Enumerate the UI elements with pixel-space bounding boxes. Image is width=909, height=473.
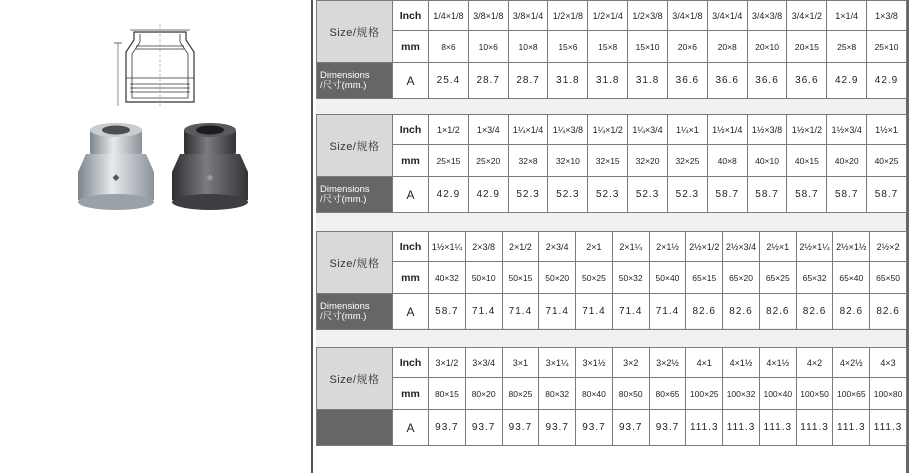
mm-cell: 32×25 [667, 145, 707, 177]
inch-cell: 2½×3/4 [723, 232, 760, 262]
mm-row [317, 378, 907, 410]
inch-cell: 3/4×3/8 [747, 1, 787, 31]
inch-cell: 1×3/8 [867, 1, 907, 31]
inch-cell: 4×1½ [759, 348, 796, 378]
a-value-cell: 36.6 [667, 63, 707, 99]
mm-header: mm [393, 31, 429, 63]
mm-cell: 20×6 [667, 31, 707, 63]
inch-cell: 1½×1 [867, 115, 907, 145]
inch-cell: 2½×2 [870, 232, 907, 262]
a-value-cell: 93.7 [649, 410, 686, 446]
mm-header: mm [393, 378, 429, 410]
spec-table-1 [316, 0, 907, 99]
a-value-cell: 82.6 [759, 294, 796, 330]
a-value-cell: 93.7 [539, 410, 576, 446]
inch-cell: 2×3/4 [539, 232, 576, 262]
inch-cell: 1½×1¼ [429, 232, 466, 262]
a-value-cell: 71.4 [649, 294, 686, 330]
mm-cell: 40×20 [827, 145, 867, 177]
a-value-cell: 111.3 [870, 410, 907, 446]
table-gap [316, 98, 906, 114]
a-value-cell: 93.7 [576, 410, 613, 446]
dimensions-label-line: Dimensions [320, 69, 370, 81]
mm-row [317, 31, 907, 63]
inch-cell: 1¼×1 [667, 115, 707, 145]
mm-cell: 65×50 [870, 262, 907, 294]
spec-table-4 [316, 347, 907, 446]
dimensions-label [317, 177, 393, 213]
mm-row [317, 262, 907, 294]
a-value-cell: 36.6 [747, 63, 787, 99]
a-value-cell: 93.7 [502, 410, 539, 446]
dimensions-label-line: Dimensions [320, 183, 370, 195]
dimensions-label [317, 63, 393, 99]
a-value-cell: 71.4 [502, 294, 539, 330]
a-header: A [393, 63, 429, 99]
inch-cell: 1½×1/2 [787, 115, 827, 145]
a-value-cell: 71.4 [612, 294, 649, 330]
mm-cell: 15×6 [548, 31, 588, 63]
mm-cell: 50×32 [612, 262, 649, 294]
inch-cell: 3×1/2 [429, 348, 466, 378]
size-label: Size/规格 [317, 232, 393, 294]
inch-cell: 2½×1/2 [686, 232, 723, 262]
inch-cell: 3×3/4 [465, 348, 502, 378]
inch-cell: 1/2×1/8 [548, 1, 588, 31]
inch-cell: 2½×1 [759, 232, 796, 262]
size-label: Size/规格 [317, 115, 393, 177]
inch-cell: 3×1 [502, 348, 539, 378]
mm-cell: 65×15 [686, 262, 723, 294]
a-value-cell: 58.7 [747, 177, 787, 213]
a-value-cell: 42.9 [867, 63, 907, 99]
mm-cell: 80×20 [465, 378, 502, 410]
inch-cell: 4×3 [870, 348, 907, 378]
a-value-cell: 58.7 [787, 177, 827, 213]
dimension-row [317, 177, 907, 213]
a-value-cell: 31.8 [628, 63, 668, 99]
a-value-cell: 111.3 [833, 410, 870, 446]
inch-cell: 2×3/8 [465, 232, 502, 262]
a-value-cell: 36.6 [707, 63, 747, 99]
mm-cell: 65×32 [796, 262, 833, 294]
mm-cell: 20×15 [787, 31, 827, 63]
reducer-technical-drawing [100, 18, 220, 108]
a-value-cell: 42.9 [827, 63, 867, 99]
mm-cell: 15×10 [628, 31, 668, 63]
inch-cell: 2½×1¼ [796, 232, 833, 262]
divider-line [311, 0, 313, 473]
dimensions-label [317, 410, 393, 446]
inch-cell: 4×1 [686, 348, 723, 378]
a-value-cell: 52.3 [667, 177, 707, 213]
inch-header: Inch [393, 232, 429, 262]
mm-cell: 100×80 [870, 378, 907, 410]
a-value-cell: 42.9 [468, 177, 508, 213]
inch-cell: 2×1¼ [612, 232, 649, 262]
mm-cell: 100×32 [723, 378, 760, 410]
a-value-cell: 111.3 [759, 410, 796, 446]
a-value-cell: 111.3 [686, 410, 723, 446]
a-value-cell: 31.8 [588, 63, 628, 99]
dimensions-label [317, 294, 393, 330]
inch-cell: 1½×1/4 [707, 115, 747, 145]
a-value-cell: 28.7 [468, 63, 508, 99]
table-gap [316, 328, 906, 347]
a-value-cell: 31.8 [548, 63, 588, 99]
inch-cell: 1/4×1/8 [429, 1, 469, 31]
mm-cell: 40×15 [787, 145, 827, 177]
inch-cell: 3×2 [612, 348, 649, 378]
mm-header: mm [393, 145, 429, 177]
a-value-cell: 82.6 [870, 294, 907, 330]
mm-cell: 65×40 [833, 262, 870, 294]
mm-row [317, 145, 907, 177]
mm-cell: 10×8 [508, 31, 548, 63]
inch-header: Inch [393, 115, 429, 145]
inch-cell: 1¼×3/8 [548, 115, 588, 145]
a-value-cell: 82.6 [833, 294, 870, 330]
dimension-row [317, 294, 907, 330]
dimension-row [317, 63, 907, 99]
a-value-cell: 82.6 [723, 294, 760, 330]
a-header: A [393, 177, 429, 213]
mm-cell: 100×50 [796, 378, 833, 410]
mm-cell: 32×10 [548, 145, 588, 177]
a-value-cell: 52.3 [548, 177, 588, 213]
size-label: Size/规格 [317, 1, 393, 63]
inch-header: Inch [393, 1, 429, 31]
mm-cell: 10×6 [468, 31, 508, 63]
inch-cell: 2×1/2 [502, 232, 539, 262]
inch-row [317, 348, 907, 378]
mm-cell: 25×8 [827, 31, 867, 63]
table-gap [316, 213, 906, 231]
mm-cell: 20×8 [707, 31, 747, 63]
mm-cell: 25×15 [429, 145, 469, 177]
inch-cell: 1¼×1/2 [588, 115, 628, 145]
a-value-cell: 111.3 [796, 410, 833, 446]
inch-cell: 2×1½ [649, 232, 686, 262]
a-value-cell: 28.7 [508, 63, 548, 99]
mm-cell: 80×50 [612, 378, 649, 410]
inch-cell: 3×1¼ [539, 348, 576, 378]
inch-cell: 1¼×1/4 [508, 115, 548, 145]
a-value-cell: 52.3 [628, 177, 668, 213]
a-value-cell: 71.4 [465, 294, 502, 330]
dimension-row [317, 410, 907, 446]
a-value-cell: 93.7 [465, 410, 502, 446]
mm-cell: 80×25 [502, 378, 539, 410]
inch-cell: 3×2½ [649, 348, 686, 378]
size-label: Size/规格 [317, 348, 393, 410]
inch-cell: 3/4×1/4 [707, 1, 747, 31]
mm-cell: 15×8 [588, 31, 628, 63]
a-value-cell: 25.4 [429, 63, 469, 99]
a-value-cell: 82.6 [686, 294, 723, 330]
mm-cell: 100×25 [686, 378, 723, 410]
spec-table-2 [316, 114, 907, 213]
inch-cell: 1¼×3/4 [628, 115, 668, 145]
a-value-cell: 36.6 [787, 63, 827, 99]
a-value-cell: 82.6 [796, 294, 833, 330]
mm-cell: 40×25 [867, 145, 907, 177]
a-value-cell: 52.3 [508, 177, 548, 213]
inch-cell: 3/8×1/8 [468, 1, 508, 31]
inch-cell: 3/4×1/2 [787, 1, 827, 31]
mm-cell: 8×6 [429, 31, 469, 63]
a-value-cell: 71.4 [576, 294, 613, 330]
a-value-cell: 42.9 [429, 177, 469, 213]
inch-header: Inch [393, 348, 429, 378]
product-image-panel [0, 0, 311, 473]
reducer-product-photos [76, 122, 252, 214]
mm-cell: 50×20 [539, 262, 576, 294]
mm-header: mm [393, 262, 429, 294]
inch-cell: 1×1/2 [429, 115, 469, 145]
mm-cell: 40×10 [747, 145, 787, 177]
a-value-cell: 71.4 [539, 294, 576, 330]
dimensions-label-line: /尺寸(mm.) [320, 310, 367, 322]
inch-cell: 4×2½ [833, 348, 870, 378]
inch-cell: 1½×3/4 [827, 115, 867, 145]
mm-cell: 80×32 [539, 378, 576, 410]
a-value-cell: 93.7 [429, 410, 466, 446]
a-header: A [393, 294, 429, 330]
inch-cell: 1×1/4 [827, 1, 867, 31]
mm-cell: 50×40 [649, 262, 686, 294]
mm-cell: 50×25 [576, 262, 613, 294]
a-header: A [393, 410, 429, 446]
mm-cell: 65×20 [723, 262, 760, 294]
inch-cell: 4×1½ [723, 348, 760, 378]
mm-cell: 100×40 [759, 378, 796, 410]
inch-row [317, 232, 907, 262]
spec-table-3 [316, 231, 907, 330]
a-value-cell: 58.7 [707, 177, 747, 213]
inch-cell: 2½×1½ [833, 232, 870, 262]
inch-cell: 1½×3/8 [747, 115, 787, 145]
a-value-cell: 58.7 [827, 177, 867, 213]
mm-cell: 25×10 [867, 31, 907, 63]
inch-cell: 3/4×1/8 [667, 1, 707, 31]
a-value-cell: 93.7 [612, 410, 649, 446]
inch-cell: 1/2×1/4 [588, 1, 628, 31]
svg-text:◆: ◆ [206, 172, 214, 182]
svg-text:◆: ◆ [112, 172, 120, 182]
mm-cell: 80×65 [649, 378, 686, 410]
mm-cell: 80×15 [429, 378, 466, 410]
inch-cell: 1×3/4 [468, 115, 508, 145]
mm-cell: 100×65 [833, 378, 870, 410]
mm-cell: 65×25 [759, 262, 796, 294]
dimensions-label-line: /尺寸(mm.) [320, 193, 367, 205]
inch-cell: 3×1½ [576, 348, 613, 378]
mm-cell: 32×15 [588, 145, 628, 177]
dimensions-label-line: /尺寸(mm.) [320, 79, 367, 91]
mm-cell: 20×10 [747, 31, 787, 63]
a-value-cell: 58.7 [867, 177, 907, 213]
mm-cell: 80×40 [576, 378, 613, 410]
mm-cell: 50×15 [502, 262, 539, 294]
a-value-cell: 52.3 [588, 177, 628, 213]
mm-cell: 32×8 [508, 145, 548, 177]
mm-cell: 40×32 [429, 262, 466, 294]
inch-row [317, 115, 907, 145]
a-value-cell: 111.3 [723, 410, 760, 446]
inch-cell: 2×1 [576, 232, 613, 262]
mm-cell: 50×10 [465, 262, 502, 294]
inch-row [317, 1, 907, 31]
dimensions-label-line: Dimensions [320, 300, 370, 312]
mm-cell: 25×20 [468, 145, 508, 177]
inch-cell: 3/8×1/4 [508, 1, 548, 31]
inch-cell: 1/2×3/8 [628, 1, 668, 31]
inch-cell: 4×2 [796, 348, 833, 378]
mm-cell: 40×8 [707, 145, 747, 177]
a-value-cell: 58.7 [429, 294, 466, 330]
mm-cell: 32×20 [628, 145, 668, 177]
